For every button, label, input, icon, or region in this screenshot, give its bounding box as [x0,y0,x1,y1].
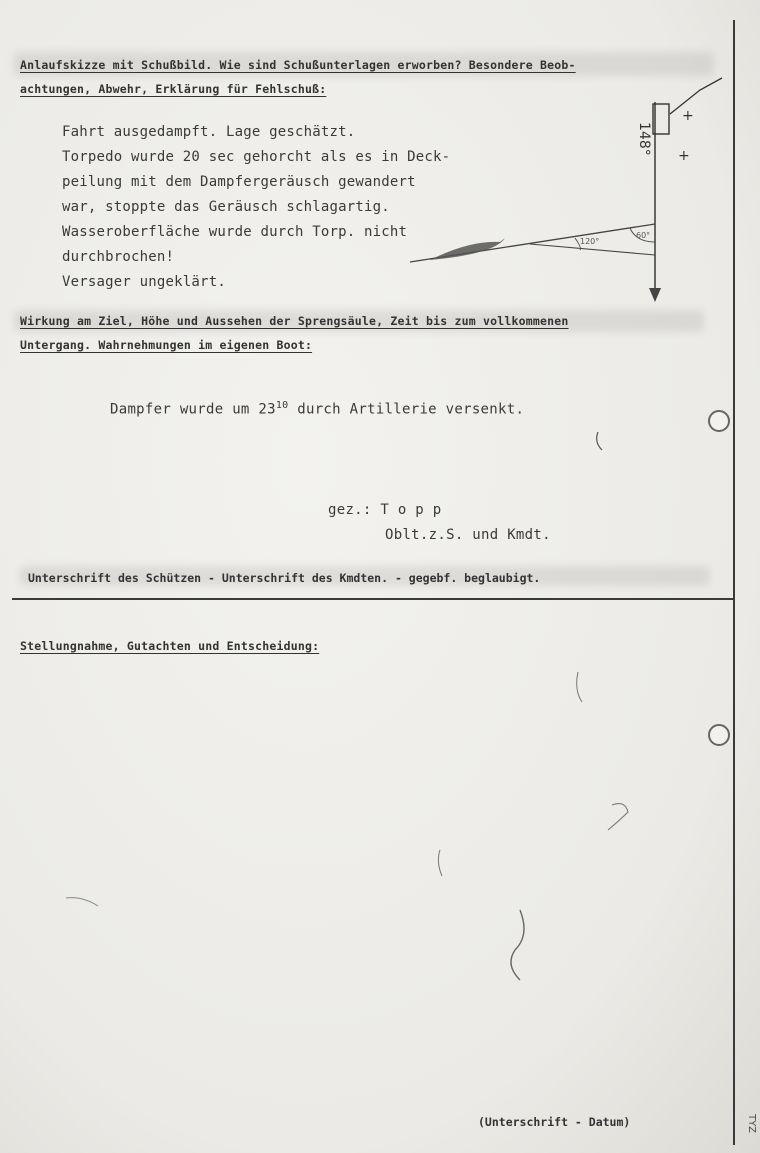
statement-time-minutes: 10 [275,400,289,411]
sketch-angle-label-1: 120° [580,237,600,246]
sketch-plus-2: + [678,148,690,164]
statement-post: durch Artillerie versenkt. [288,401,525,418]
statement-pre: Dampfer wurde um 23 [110,401,276,418]
artifact-squiggle-5 [597,432,602,450]
margin-mark: TYZ [746,1113,758,1134]
signature-date-footer: (Unterschrift - Datum) [478,1115,631,1129]
section1-line-5: Wasseroberfläche wurde durch Torp. nicht [62,224,408,240]
section1-line-3: peilung mit dem Dampfergeräusch gewandert [62,174,416,190]
section1-line-6: durchbrochen! [62,249,175,265]
artifact-squiggle-4 [577,672,582,702]
section1-line-7: Versager ungeklärt. [62,274,226,290]
section3-heading: Stellungnahme, Gutachten und Entscheidung: [20,639,320,653]
section1-line-1: Fahrt ausgedampft. Lage geschätzt. [62,124,356,140]
artifact-squiggle-1 [511,910,524,980]
artifact-squiggle-3 [438,850,442,876]
section1-line-2: Torpedo wurde 20 sec gehorcht als es in Deck- [62,149,451,165]
artifact-squiggle-2 [608,804,628,830]
section2-heading-line1: Wirkung am Ziel, Höhe und Aussehen der Sprengsäule, Zeit bis zum vollkommenen [20,314,569,328]
sketch-plus-1: + [682,108,694,124]
signed-by: gez.: T o p p [328,502,442,518]
commander-rank: Oblt.z.S. und Kmdt. [385,527,551,543]
sketch-bearing-label: 148° [636,122,652,156]
section2-heading-line2: Untergang. Wahrnehmungen im eigenen Boot: [20,338,313,352]
signature-line: Unterschrift des Schützen - Unterschrift des Kmdten. - gegebf. beglaubigt. [28,571,541,585]
section1-heading-line1: Anlaufskizze mit Schußbild. Wie sind Schußunterlagen erworben? Besondere Beob- [20,58,576,72]
section1-line-4: war, stoppte das Geräusch schlagartig. [62,199,390,215]
section1-heading-line2: achtungen, Abwehr, Erklärung für Fehlschuß: [20,82,327,96]
artifact-squiggle-6 [66,898,98,906]
sketch-angle-label-2: 60° [636,231,651,240]
